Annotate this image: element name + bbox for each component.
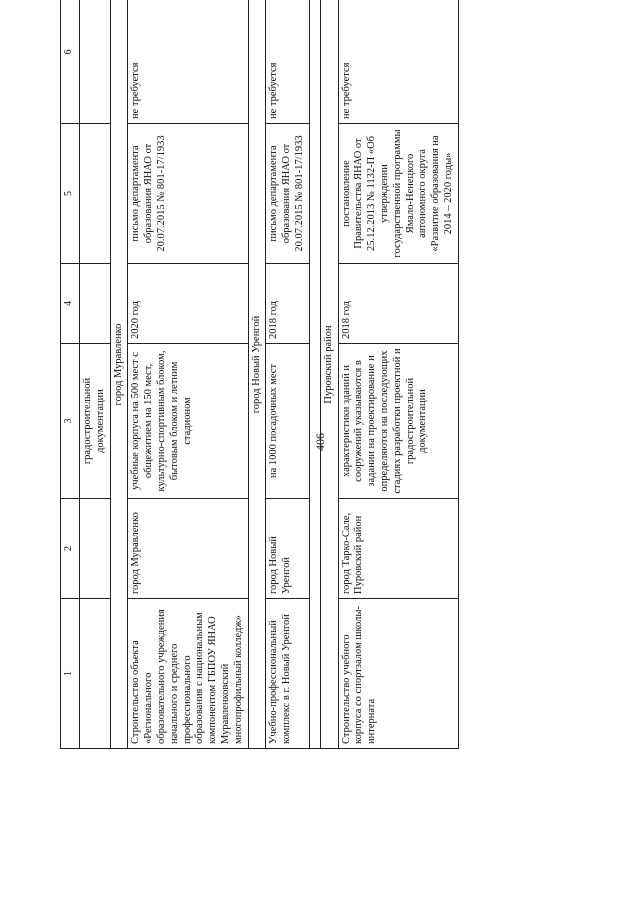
requirement-cell: не требуется [128,0,248,124]
spacer-row [309,0,320,749]
section-title: Пуровский район [320,0,338,749]
object-name-cell: Учебно-профессиональный комплекс в г. Новый Уренгой [266,599,309,749]
requirement-cell: не требуется [338,0,458,124]
year-cell: 2020 год [128,264,248,344]
section-row [110,0,128,749]
section-title: город Новый Уренгой [248,0,266,749]
page-number: 406 [313,433,327,451]
header-cell: 3 [61,344,80,499]
table-cell [80,599,111,749]
table-row [80,0,111,749]
table-cell [80,499,111,599]
object-name-cell: Строительство объекта «Регионального образовательного учреждения начального и среднего профессионального образования с национальным компонентом ГБПОУ ЯНАО Муравленковский многопрофильный колледж» [128,599,248,749]
header-cell: 1 [61,599,80,749]
characteristics-cell: учебные корпуса на 500 мест с общежитием на 150 мест, культурно-спортивным блоком, бытовым блоком и летним стадионом [128,344,248,499]
section-title: город Муравленко [110,0,128,749]
table-cell [80,264,111,344]
basis-document-cell: постановление Правительства ЯНАО от 25.12.2013 № 1132-П «Об утверждении государственной программы Ямало-Ненецкого автономного округа «Развитие образования на 2014 – 2020 годы» [338,124,458,264]
header-cell: 6 [61,0,80,124]
rotated-table-container [60,0,580,749]
requirement-cell: не требуется [266,0,309,124]
table-cell [80,0,111,124]
table-row [266,0,309,749]
year-cell: 2018 год [266,264,309,344]
location-cell: город Новый Уренгой [266,499,309,599]
table-row [128,0,248,749]
object-name-cell: Строительство учебного корпуса со спортзалом школы-интерната [338,599,458,749]
spacer-cell [309,0,320,749]
header-row [61,0,80,749]
table-row [338,0,458,749]
location-cell: город Муравленко [128,499,248,599]
header-cell: 4 [61,264,80,344]
objects-table [60,0,459,749]
header-cell: 2 [61,499,80,599]
table-cell [80,124,111,264]
year-cell: 2018 год [338,264,458,344]
basis-document-cell: письмо департамента образования ЯНАО от 20.07.2015 № 801-17/1933 [128,124,248,264]
table-cell: градостроительной документации [80,344,111,499]
location-cell: город Тарко-Сале, Пуровский район [338,499,458,599]
basis-document-cell: письмо департамента образования ЯНАО от 20.07.2015 № 801-17/1933 [266,124,309,264]
characteristics-cell: на 1000 посадочных мест [266,344,309,499]
header-cell: 5 [61,124,80,264]
section-row [248,0,266,749]
section-row [320,0,338,749]
characteristics-cell: характеристики зданий и сооружений указываются в задании на проектирование и определяются на последующих стадиях разработки проектной и градостроительной документации [338,344,458,499]
